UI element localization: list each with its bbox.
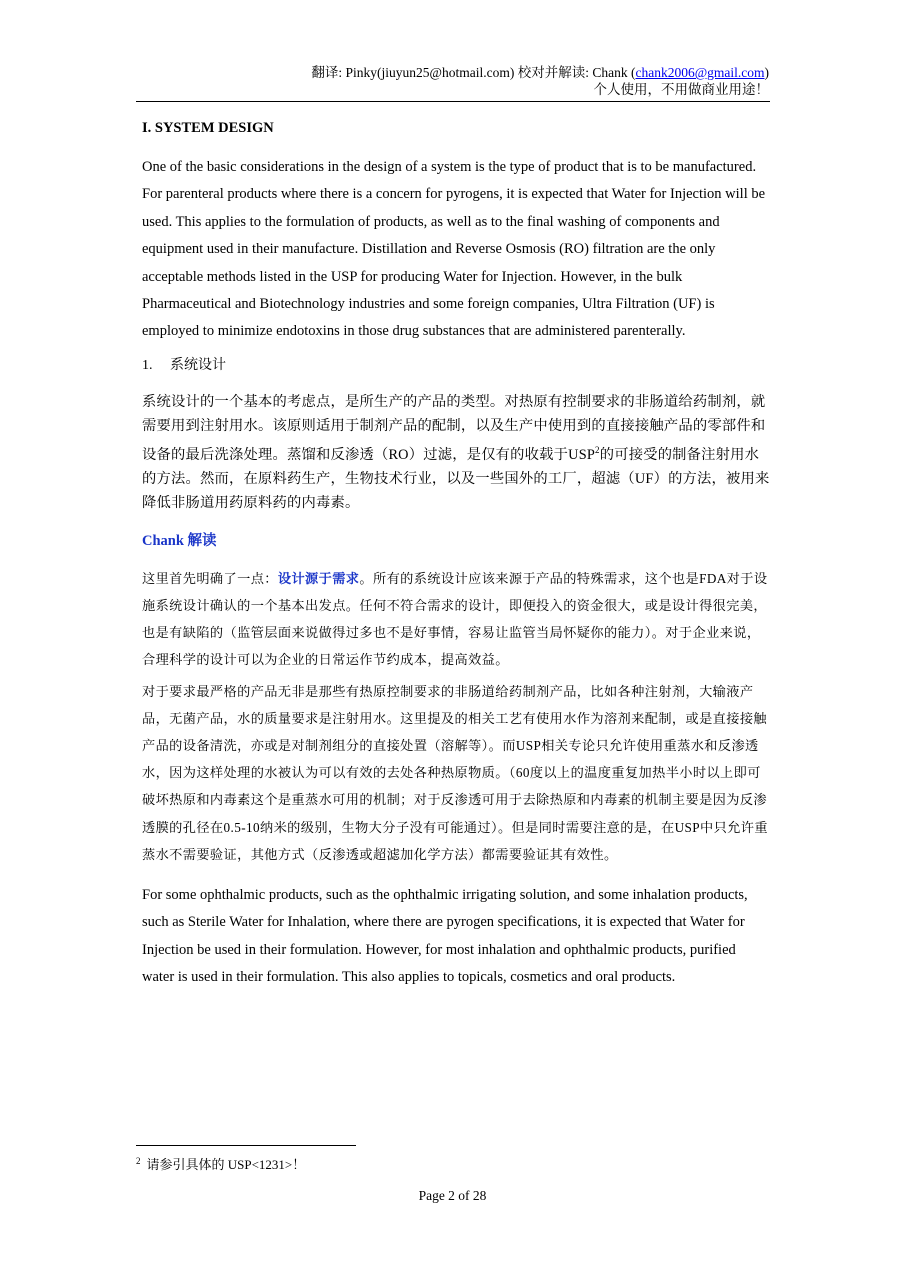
page-body bbox=[142, 118, 770, 992]
header-translator-line bbox=[129, 64, 769, 81]
header-divider bbox=[136, 101, 770, 102]
footnote-mark: 2 bbox=[136, 1156, 141, 1166]
chinese-paragraph-text: 系统设计的一个基本的考虑点，是所生产的产品的类型。对热原有控制要求的非肠道给药制剂，就需要用到注射用水。该原则适用于制剂产品的配制，以及生产中使用到的直接接触产品的零部件和设备的最后洗涤处理。蒸馏和反渗透（RO）过滤，是仅有的收载于USP bbox=[142, 393, 766, 463]
section-number: 1. bbox=[142, 357, 153, 373]
commentary-text: 这里首先明确了一点： bbox=[142, 570, 278, 586]
commentary-title: Chank 解读 bbox=[142, 532, 217, 549]
chinese-heading-text: 系统设计 bbox=[170, 357, 226, 373]
chinese-paragraph-text-cont: 的可接受的制备注射用水的方法。然而，在原料药生产，生物技术行业，以及一些国外的工厂，超滤（UF）的方法，被用来降低非肠道用药原料药的内毒素。 bbox=[142, 446, 770, 511]
page-number: Page 2 of 28 bbox=[418, 1188, 487, 1203]
footnote-reference[interactable]: 2 bbox=[595, 444, 600, 455]
commentary-highlight: 设计源于需求 bbox=[277, 570, 360, 586]
header-credits-close: ) bbox=[764, 65, 769, 80]
footnote bbox=[136, 1153, 305, 1173]
commentary-paragraph-1 bbox=[142, 565, 770, 674]
english-paragraph-2: For some ophthalmic products, such as the ophthalmic irrigating solution, and some inhalation products, such as Sterile Water for Inhalation, where there are pyrogen specifications, it is expected that Water for Injection be used in their formulation. However, for most inhalation and ophthalmic products, purified water is used in their formulation. This also applies to topicals, cosmetics and oral products. bbox=[142, 887, 748, 986]
proofreader-email-link[interactable]: chank2006@gmail.com bbox=[635, 65, 765, 80]
commentary-paragraph-2: 对于要求最严格的产品无非是那些有热原控制要求的非肠道给药制剂产品，比如各种注射剂，大输液产品，无菌产品，水的质量要求是注射用水。这里提及的相关工艺有使用水作为溶剂来配制，或是直接接触产品的设备清洗，亦或是对制剂组分的直接处置（溶解等）。而USP相关专论只允许使用重蒸水和反渗透水，因为这样处理的水被认为可以有效的去处各种热原物质。（60度以上的温度重复加热半小时以上即可破坏热原和内毒素这个是重蒸水可用的机制；对于反渗透可用于去除热原和内毒素的机制主要是因为反渗透膜的孔径在0.5-10纳米的级别，生物大分子没有可能通过）。但是同时需要注意的是，在USP中只允许重蒸水不需要验证，其他方式（反渗透或超滤加化学方法）都需要验证其有效性。 bbox=[142, 683, 768, 862]
page-header bbox=[129, 64, 769, 98]
header-usage-note: 个人使用，不用做商业用途！ bbox=[593, 82, 769, 97]
section-heading: I. SYSTEM DESIGN bbox=[142, 120, 274, 136]
chinese-paragraph bbox=[142, 390, 770, 515]
commentary-text-cont: 。所有的系统设计应该来源于产品的特殊需求，这个也是FDA对于设施系统设计确认的一个基本出发点。任何不符合需求的设计，即便投入的资金很大，或是设计得很完美，也是有缺陷的（监管层面来说做得过多也不是好事情，容易让监管当局怀疑你的能力）。对于企业来说，合理科学的设计可以为企业的日常运作节约成本，提高效益。 bbox=[142, 570, 768, 668]
footnote-divider bbox=[136, 1145, 356, 1146]
footnote-text: 请参引具体的 USP<1231>！ bbox=[146, 1157, 306, 1172]
english-paragraph-1: One of the basic considerations in the design of a system is the type of product that is to be manufactured. For parenteral products where there is a concern for pyrogens, it is expected that Water for Injection will be used. This applies to the formulation of products, as well as to the final washing of components and equipment used in their manufacture. Distillation and Reverse Osmosis (RO) filtration are the only acceptable methods listed in the USP for producing Water for Injection. However, in the bulk Pharmaceutical and Biotechnology industries and some foreign companies, Ultra Filtration (UF) is employed to minimize endotoxins in those drug substances that are administered parenterally. bbox=[142, 159, 766, 340]
header-credits: 翻译: Pinky(jiuyun25@hotmail.com) 校对并解读: Chank ( bbox=[311, 65, 636, 80]
chinese-section-heading bbox=[142, 356, 770, 376]
